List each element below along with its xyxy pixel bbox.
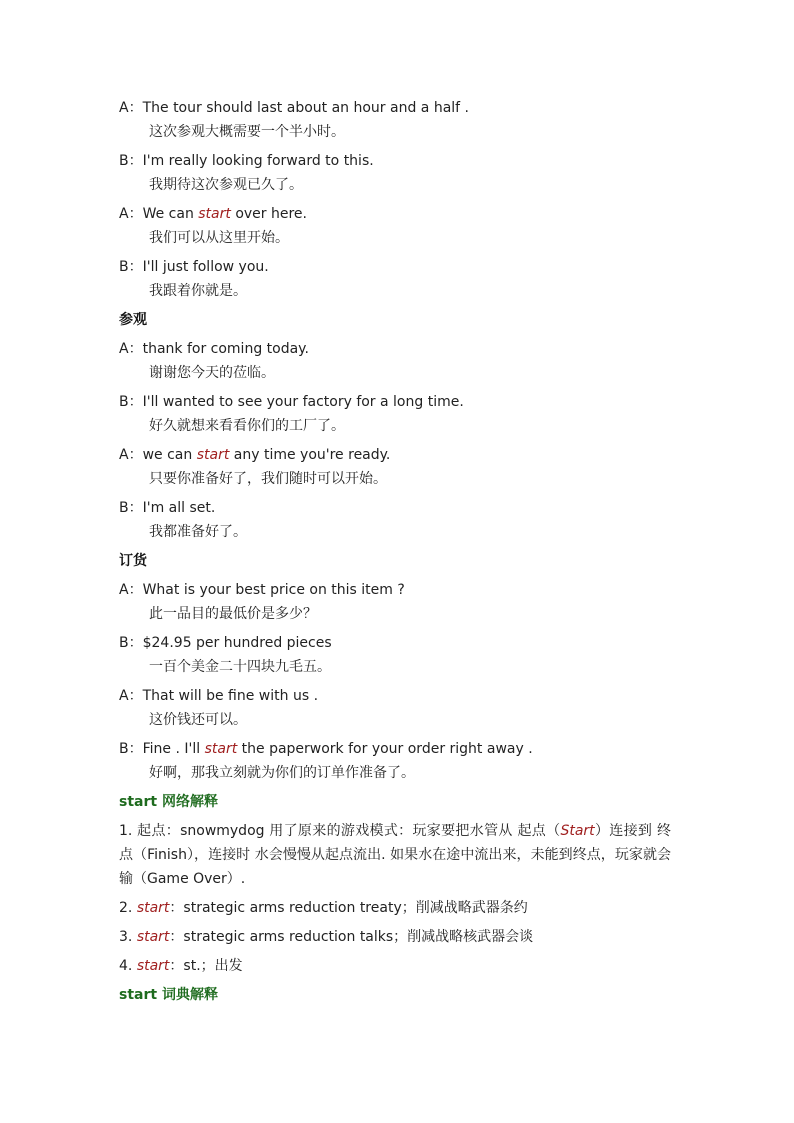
chinese-translation: 一百个美金二十四块九毛五。 [149, 659, 331, 675]
definition-text: 1. 起点：snowmydog 用了原来的游戏模式：玩家要把水管从 起点（ [119, 823, 561, 839]
english-text: I'm really looking forward to this. [142, 153, 374, 169]
dialog-entry [119, 684, 679, 732]
english-text: any time you're ready. [229, 447, 391, 463]
chinese-translation: 此一品目的最低价是多少？ [149, 606, 317, 622]
section-heading-order: 订货 [119, 553, 147, 569]
english-line [119, 337, 679, 361]
keyword-start: start [198, 206, 231, 222]
keyword-start: start [136, 929, 170, 945]
english-text: The tour should last about an hour and a half . [142, 100, 469, 116]
english-text: I'll just follow you. [142, 259, 269, 275]
speaker-label: B： [119, 500, 143, 516]
english-text: Fine . I'll [142, 741, 205, 757]
speaker-label: B： [119, 635, 143, 651]
english-line [119, 496, 679, 520]
definition-text: ：strategic arms reduction treaty；削减战略武器条约 [169, 900, 528, 916]
keyword-start: start [196, 447, 230, 463]
speaker-label: A： [119, 688, 143, 704]
dialog-entry [119, 496, 679, 544]
chinese-translation: 好久就想来看看你们的工厂了。 [149, 418, 345, 434]
keyword-start: Start [560, 823, 595, 839]
chinese-translation: 谢谢您今天的莅临。 [149, 365, 275, 381]
speaker-label: B： [119, 259, 143, 275]
speaker-label: B： [119, 741, 143, 757]
dialog-visit [119, 337, 679, 544]
speaker-label: B： [119, 153, 143, 169]
english-text: That will be fine with us . [142, 688, 319, 704]
english-text: we can [142, 447, 197, 463]
english-line [119, 96, 679, 120]
english-text: thank for coming today. [142, 341, 309, 357]
dialog-entry [119, 202, 679, 250]
dialog-order [119, 578, 679, 785]
english-line [119, 578, 679, 602]
definition-text: 3. [119, 929, 137, 945]
chinese-translation: 这次参观大概需要一个半小时。 [149, 124, 345, 140]
english-text: over here. [230, 206, 307, 222]
definition-text: 2. [119, 900, 137, 916]
english-line [119, 149, 679, 173]
english-line [119, 443, 679, 467]
keyword-start: start [136, 900, 170, 916]
dialog-entry [119, 96, 679, 144]
keyword-start: start [204, 741, 238, 757]
speaker-label: A： [119, 100, 143, 116]
dialog-entry [119, 255, 679, 303]
definition-text: ：strategic arms reduction talks；削减战略核武器会谈 [169, 929, 534, 945]
chinese-translation: 我跟着你就是。 [149, 283, 247, 299]
web-definitions-list [119, 819, 679, 978]
english-line [119, 737, 679, 761]
speaker-label: A： [119, 447, 143, 463]
definition-item [119, 896, 679, 920]
english-line [119, 255, 679, 279]
definition-item [119, 954, 679, 978]
dialog-entry [119, 737, 679, 785]
english-text: the paperwork for your order right away . [237, 741, 533, 757]
chinese-translation: 好啊，那我立刻就为你们的订单作准备了。 [149, 765, 415, 781]
definition-text: ：st.；出发 [169, 958, 243, 974]
dialog-tour [119, 96, 679, 303]
definition-text: ）连接到 终点（Finish），连接时 水会慢慢从起点流出. 如果水在途中流出来，未能到终点，玩家就会输（Game Over）. [119, 823, 672, 887]
section-heading-dictionary: start 词典解释 [119, 987, 218, 1003]
english-line [119, 390, 679, 414]
dialog-entry [119, 443, 679, 491]
chinese-translation: 只要你准备好了，我们随时可以开始。 [149, 471, 387, 487]
english-text: I'm all set. [142, 500, 216, 516]
speaker-label: A： [119, 582, 143, 598]
english-line [119, 684, 679, 708]
english-line [119, 202, 679, 226]
speaker-label: A： [119, 341, 143, 357]
chinese-translation: 我期待这次参观已久了。 [149, 177, 303, 193]
dialog-entry [119, 390, 679, 438]
dialog-entry [119, 337, 679, 385]
speaker-label: B： [119, 394, 143, 410]
chinese-translation: 我都准备好了。 [149, 524, 247, 540]
keyword-start: start [136, 958, 170, 974]
chinese-translation: 这价钱还可以。 [149, 712, 247, 728]
section-heading-web-definitions: start 网络解释 [119, 794, 218, 810]
english-text: $24.95 per hundred pieces [142, 635, 332, 651]
speaker-label: A： [119, 206, 143, 222]
dialog-entry [119, 149, 679, 197]
chinese-translation: 我们可以从这里开始。 [149, 230, 289, 246]
dialog-entry [119, 578, 679, 626]
english-line [119, 631, 679, 655]
section-heading-visit: 参观 [119, 312, 147, 328]
english-text: What is your best price on this item ? [142, 582, 405, 598]
english-text: I'll wanted to see your factory for a long time. [142, 394, 464, 410]
definition-item [119, 819, 671, 891]
dialog-entry [119, 631, 679, 679]
document-page [119, 96, 679, 1012]
english-text: We can [142, 206, 199, 222]
definition-text: 4. [119, 958, 137, 974]
definition-item [119, 925, 679, 949]
